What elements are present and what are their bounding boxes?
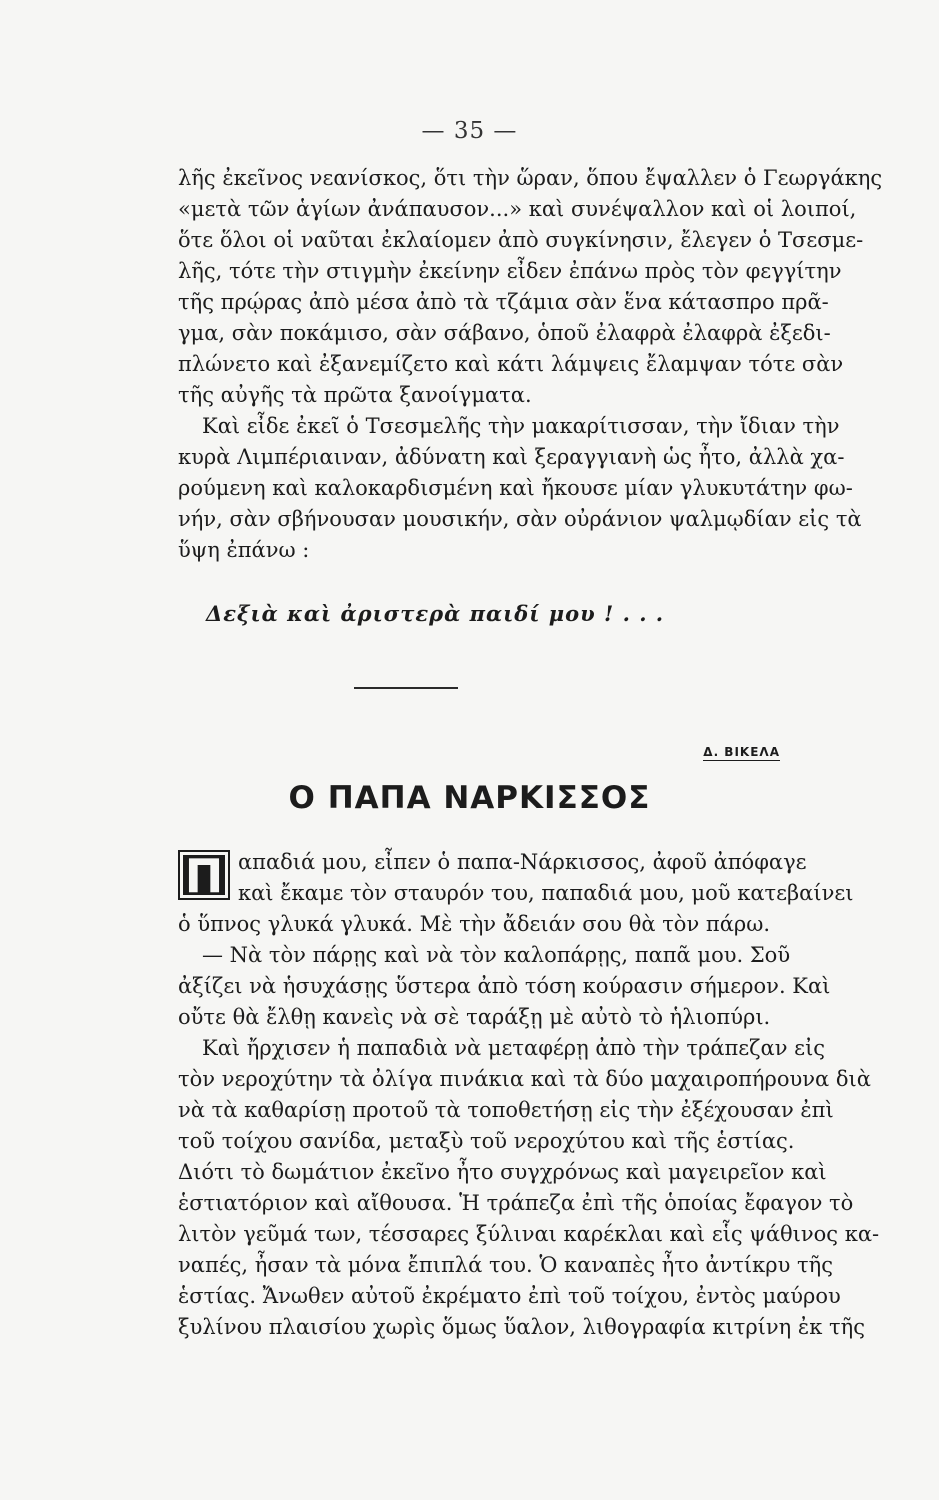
text-line: ἀξίζει νὰ ἡσυχάσῃς ὕστερα ἀπὸ τόση κούρασιν σήμερον. Καὶ xyxy=(178,974,831,998)
story-opening-text xyxy=(178,847,854,909)
text-line: γμα, σὰν ποκάμισο, σὰν σάβανο, ὁποῦ ἐλαφρὰ ἐλαφρὰ ἐξεδι- xyxy=(178,321,831,345)
text-line: ὕψη ἐπάνω : xyxy=(178,538,310,562)
text-line: ρούμενη καὶ καλοκαρδισμένη καὶ ἤκουσε μίαν γλυκυτάτην φω- xyxy=(178,476,853,500)
text-line: «μετὰ τῶν ἁγίων ἀνάπαυσον...» καὶ συνέψαλλον καὶ οἱ λοιποί, xyxy=(178,197,857,221)
text-line: καὶ ἔκαμε τὸν σταυρόν του, παπαδιά μου, μοῦ κατεβαίνει xyxy=(238,881,854,905)
text-line: λῆς ἐκεῖνος νεανίσκος, ὅτι τὴν ὥραν, ὅπου ἔψαλλεν ὁ Γεωργάκης xyxy=(178,166,883,190)
continuation-text xyxy=(178,163,883,566)
text-line: απαδιά μου, εἶπεν ὁ παπα-Νάρκισσος, ἀφοῦ ἀπόφαγε xyxy=(238,850,807,874)
text-line: λῆς, τότε τὴν στιγμὴν ἐκείνην εἶδεν ἐπάνω πρὸς τὸν φεγγίτην xyxy=(178,259,842,283)
text-line: Καὶ ἤρχισεν ἡ παπαδιὰ νὰ μεταφέρῃ ἀπὸ τὴν τράπεζαν εἰς xyxy=(202,1036,826,1060)
text-line: ἑστιατόριον καὶ αἴθουσα. Ἡ τράπεζα ἐπὶ τῆς ὁποίας ἔφαγον τὸ xyxy=(178,1191,854,1215)
text-line: τῆς πρῴρας ἀπὸ μέσα ἀπὸ τὰ τζάμια σὰν ἕνα κάτασπρο πρᾶ- xyxy=(178,290,829,314)
story-body-text xyxy=(178,940,880,1343)
text-line: τῆς αὐγῆς τὰ πρῶτα ξανοίγματα. xyxy=(178,383,532,407)
story-opening-text-cont xyxy=(178,909,780,940)
section-divider xyxy=(354,687,458,689)
page-number: — 35 — xyxy=(421,118,518,144)
text-line: οὔτε θὰ ἔλθῃ κανεὶς νὰ σὲ ταράξῃ μὲ αὐτὸ τὸ ἡλιοπύρι. xyxy=(178,1005,771,1029)
text-line: νὰ τὰ καθαρίσῃ προτοῦ τὰ τοποθετήσῃ εἰς τὴν ἐξέχουσαν ἐπὶ xyxy=(178,1098,834,1122)
text-line: ἑστίας. Ἄνωθεν αὐτοῦ ἐκρέματο ἐπὶ τοῦ τοίχου, ἐντὸς μαύρου xyxy=(178,1284,841,1308)
text-line: λιτὸν γεῦμά των, τέσσαρες ξύλιναι καρέκλαι καὶ εἷς ψάθινος κα- xyxy=(178,1222,880,1246)
text-line: Διότι τὸ δωμάτιον ἐκεῖνο ἦτο συγχρόνως καὶ μαγειρεῖον καὶ xyxy=(178,1160,827,1184)
text-line: ξυλίνου πλαισίου χωρὶς ὅμως ὕαλον, λιθογραφία κιτρίνη ἐκ τῆς xyxy=(178,1315,865,1339)
text-line: ναπές, ἦσαν τὰ μόνα ἔπιπλά του. Ὁ καναπὲς ἦτο ἀντίκρυ τῆς xyxy=(178,1253,833,1277)
text-line: κυρὰ Λιμπέριαιναν, ἀδύνατη καὶ ξεραγγιανὴ ὡς ἦτο, ἀλλὰ χα- xyxy=(178,445,845,469)
text-line: τὸν νεροχύτην τὰ ὀλίγα πινάκια καὶ τὰ δύο μαχαιροπήρουνα διὰ xyxy=(178,1067,871,1091)
story-title: Ο ΠΑΠΑ ΝΑΡΚΙΣΣΟΣ xyxy=(288,780,651,816)
author-name: Δ. ΒΙΚΕΛΑ xyxy=(703,745,780,759)
text-line: — Νὰ τὸν πάρῃς καὶ νὰ τὸν καλοπάρῃς, παπᾶ μου. Σοῦ xyxy=(202,943,791,967)
text-line: ὁ ὕπνος γλυκά γλυκά. Μὲ τὴν ἄδειάν σου θὰ τὸν πάρω. xyxy=(178,912,771,936)
text-line: ὅτε ὅλοι οἱ ναῦται ἐκλαίομεν ἀπὸ συγκίνησιν, ἔλεγεν ὁ Τσεσμε- xyxy=(178,228,864,252)
text-line: πλώνετο καὶ ἐξανεμίζετο καὶ κάτι λάμψεις ἔλαμψαν τότε σὰν xyxy=(178,352,844,376)
text-line: νήν, σὰν σβήνουσαν μουσικήν, σὰν οὐράνιον ψαλμῳδίαν εἰς τὰ xyxy=(178,507,862,531)
drop-cap-letter: Π xyxy=(184,849,224,903)
text-line: Καὶ εἶδε ἐκεῖ ὁ Τσεσμελῆς τὴν μακαρίτισσαν, τὴν ἴδιαν τὴν xyxy=(202,414,840,438)
italic-quote: Δεξιὰ καὶ ἀριστερὰ παιδί μου ! . . . xyxy=(206,601,665,626)
text-line: τοῦ τοίχου σανίδα, μεταξὺ τοῦ νεροχύτου καὶ τῆς ἑστίας. xyxy=(178,1129,795,1153)
